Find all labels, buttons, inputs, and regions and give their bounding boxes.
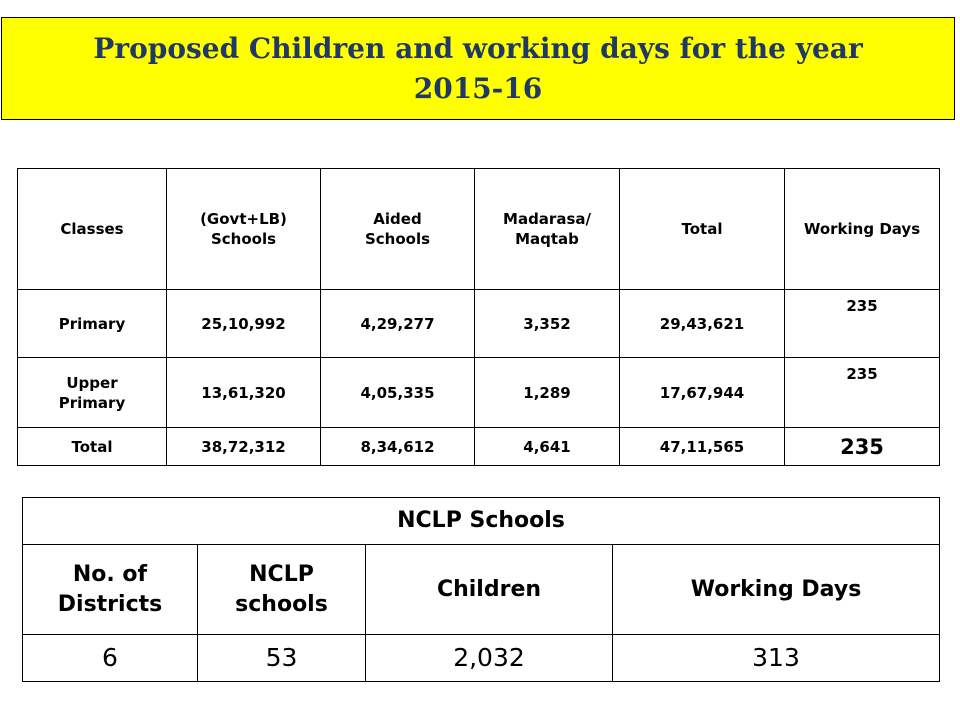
title-banner bbox=[1, 17, 955, 120]
header-districts-line1: No. of bbox=[72, 561, 148, 587]
table-row-primary bbox=[18, 290, 940, 358]
header-aided-schools bbox=[321, 169, 475, 290]
cell-aided: 8,34,612 bbox=[321, 428, 475, 466]
cell-working-days: 235 bbox=[785, 428, 940, 466]
header-govt-lb-line1: (Govt+LB) bbox=[200, 210, 287, 228]
header-nclp-schools bbox=[198, 545, 366, 635]
header-aided-line2: Schools bbox=[364, 230, 431, 248]
table-row-total bbox=[18, 428, 940, 466]
nclp-table-title: NCLP Schools bbox=[23, 498, 940, 545]
cell-class: Primary bbox=[18, 290, 167, 358]
cell-districts: 6 bbox=[23, 635, 198, 682]
cell-madarasa: 4,641 bbox=[475, 428, 620, 466]
cell-class bbox=[18, 358, 167, 428]
header-govt-lb-line2: Schools bbox=[210, 230, 277, 248]
cell-govt-lb: 38,72,312 bbox=[167, 428, 321, 466]
header-children: Children bbox=[366, 545, 613, 635]
enrolment-table bbox=[17, 168, 940, 466]
cell-govt-lb: 25,10,992 bbox=[167, 290, 321, 358]
cell-madarasa: 1,289 bbox=[475, 358, 620, 428]
nclp-table bbox=[22, 497, 940, 682]
cell-govt-lb: 13,61,320 bbox=[167, 358, 321, 428]
cell-nclp-working-days: 313 bbox=[613, 635, 940, 682]
header-districts-line2: Districts bbox=[57, 591, 163, 617]
cell-total: 47,11,565 bbox=[620, 428, 785, 466]
cell-class: Total bbox=[18, 428, 167, 466]
cell-total: 17,67,944 bbox=[620, 358, 785, 428]
cell-children: 2,032 bbox=[366, 635, 613, 682]
cell-class-line1: Upper bbox=[66, 373, 118, 392]
header-schools-line1: NCLP bbox=[249, 561, 314, 587]
header-madarasa bbox=[475, 169, 620, 290]
cell-total: 29,43,621 bbox=[620, 290, 785, 358]
header-nclp-working-days: Working Days bbox=[613, 545, 940, 635]
cell-class-line2: Primary bbox=[58, 393, 126, 412]
cell-aided: 4,05,335 bbox=[321, 358, 475, 428]
cell-working-days: 235 bbox=[785, 358, 940, 428]
enrolment-header-row bbox=[18, 169, 940, 290]
header-madarasa-line2: Maqtab bbox=[515, 230, 579, 248]
page-title: Proposed Children and working days for the year 2015-16 bbox=[93, 31, 863, 105]
cell-working-days: 235 bbox=[785, 290, 940, 358]
header-madarasa-line1: Madarasa/ bbox=[503, 210, 591, 228]
header-classes: Classes bbox=[18, 169, 167, 290]
header-govt-lb-schools bbox=[167, 169, 321, 290]
header-no-of-districts bbox=[23, 545, 198, 635]
header-aided-line1: Aided bbox=[373, 210, 422, 228]
nclp-title-row bbox=[23, 498, 940, 545]
header-total: Total bbox=[620, 169, 785, 290]
cell-nclp-schools: 53 bbox=[198, 635, 366, 682]
cell-aided: 4,29,277 bbox=[321, 290, 475, 358]
table-row bbox=[23, 635, 940, 682]
header-schools-line2: schools bbox=[235, 591, 328, 617]
table-row-upper-primary bbox=[18, 358, 940, 428]
cell-madarasa: 3,352 bbox=[475, 290, 620, 358]
nclp-header-row bbox=[23, 545, 940, 635]
header-working-days: Working Days bbox=[785, 169, 940, 290]
